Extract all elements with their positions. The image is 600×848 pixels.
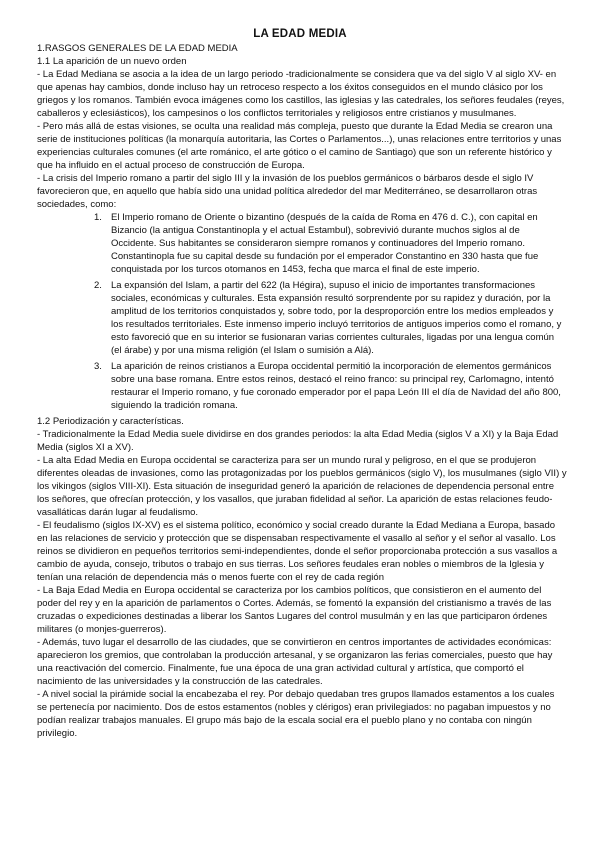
paragraph: - A nivel social la pirámide social la encabezaba el rey. Por debajo quedaban tres grupos llamados estamentos a los cuales se pertenecía por nacimiento. Dos de estos estamentos (nobles y clérigos) eran privilegiados: no pagaban impuestos y no podían realizar trabajos manuales. El grupo más bajo de la escala social era el pueblo plano y no contaba con ningún privilegio.: [37, 689, 555, 739]
document-title: LA EDAD MEDIA: [253, 28, 347, 40]
list-item: [94, 211, 567, 276]
section-1-heading: 1.RASGOS GENERALES DE LA EDAD MEDIA: [37, 43, 238, 54]
paragraph: - Además, tuvo lugar el desarrollo de las ciudades, que se convirtieron en centros importantes de actividades económicas: aparecieron los gremios, que controlaban la producción artesanal, y se organizaron las ferias comerciales, puesto que hay una reactivación del comercio. Finalmente, fue una época de una gran actividad cultural y artística, que comportó el nacimiento de las universidades y la construcción de las catedrales.: [37, 637, 553, 687]
list-item-number: 1.: [94, 212, 102, 223]
paragraph: - La crisis del Imperio romano a partir del siglo III y la invasión de los pueblos germánicos o bárbaros desde el siglo IV favorecieron que, en aquello que había sido una unidad política alrededor del mar Mediterráneo, se desarrollaron otras sociedades, como:: [37, 173, 538, 210]
paragraph: - Tradicionalmente la Edad Media suele dividirse en dos grandes periodos: la alta Edad Media (siglos V a XI) y la Baja Edad Media (siglos XI a XV).: [37, 429, 559, 453]
paragraph: - Pero más allá de estas visiones, se oculta una realidad más compleja, puesto que durante la Edad Media se crearon una serie de instituciones políticas (la monarquía autoritaria, las Cortes o Parlamentos...), unas relaciones entre territorios y unas experiencias culturales comunes (el arte románico, el arte gótico o el camino de Santiago) que son un referente histórico y que ha influido en el actual proceso de construcción de Europa.: [37, 121, 562, 171]
numbered-list: [37, 211, 567, 412]
paragraph: - El feudalismo (siglos IX-XV) es el sistema político, económico y social creado durante la Edad Mediana a Europa, basado en las relaciones de servicio y protección que se dispensaban respectivamente el vasallo al señor y el señor al vasallo. Los reinos se dividieron en pequeños territorios semi-independientes, donde el señor proporcionaba protección a sus vasallos a cambio de ayuda, consejo, tributos o trabajo en sus tierras. Los señores feudales eran nobles o miembros de la Iglesia y tenían una relación de dependencia más o menos fuerte con el rey de cada región: [37, 520, 558, 583]
paragraph: - La Baja Edad Media en Europa occidental se caracteriza por los cambios políticos, que consistieron en el aumento del poder del rey y en la aparición de parlamentos o Cortes. Además, se fomentó la expansión del cristianismo a través de las cruzadas o expediciones destinadas a liberar los Santos Lugares del control musulmán y en las que participaron órdenes militares (o monjes-guerreros).: [37, 585, 552, 635]
document-body: [37, 42, 567, 740]
list-item-number: 2.: [94, 280, 102, 291]
paragraph: - La Edad Mediana se asocia a la idea de un largo periodo -tradicionalmente se considera que va del siglo V al siglo XV- en que apenas hay cambios, donde incluso hay un retroceso respecto a los éxitos conseguidos en el mundo clásico por los griegos y los romanos. También evoca imágenes como los castillos, las iglesias y las catedrales, los señores feudales (reyes, caballeros y eclesiásticos), los campesinos o los conflictos territoriales y religiosos entre cristianos y musulmanes.: [37, 69, 565, 119]
list-item: [94, 279, 567, 357]
paragraph: - La alta Edad Media en Europa occidental se caracteriza para ser un mundo rural y peligroso, en el que se produjeron diferentes oleadas de invasiones, como las protagonizadas por los pueblos germánicos (siglo V), los musulmanes (siglo VII) y los vikingos (siglos VIII-XI). Esta situación de inseguridad generó la aparición de relaciones de dependencia personal entre los señores, que ofrecían protección, y los vasallos, que juraban fidelidad al señor. La aparición de estas relaciones feudo-vasalláticas darán lugar al feudalismo.: [37, 455, 567, 518]
list-item-text: El Imperio romano de Oriente o bizantino (después de la caída de Roma en 476 d. C.), con capital en Bizancio (la antigua Constantinopla y el actual Estambul), sobrevivió durante muchos siglos al de Occidente. Sus habitantes se consideraron siempre romanos y continuadores del Imperio romano. Constantinopla fue su capital desde su fundación por el emperador Constantino en 330 hasta que fue conquistada por los turcos otomanos en 1453, fecha que marca el final de este imperio.: [111, 212, 539, 275]
section-1-1-heading: 1.1 La aparición de un nuevo orden: [37, 56, 187, 67]
section-1-2-heading: 1.2 Periodización y características.: [37, 416, 184, 427]
list-item: [94, 360, 567, 412]
list-item-text: La expansión del Islam, a partir del 622 (la Hégira), supuso el inicio de importantes transformaciones sociales, económicas y culturales. Esta expansión resultó sorprendente por su rapidez y duración, por la amplitud de los territorios conquistados y, sobre todo, por la desproporción entre los medios empleados y los resultados territoriales. Este inmenso imperio incluyó territorios de antiguos imperios como el romano, y esto favoreció que en su interior se fusionaran varias corrientes culturales, ligadas por una lengua común (el árabe) y por una misma religión (el Islam o sumisión a Alá).: [111, 280, 562, 356]
list-item-text: La aparición de reinos cristianos a Europa occidental permitió la incorporación de elementos germánicos sobre una base romana. Entre estos reinos, destacó el reino franco: su principal rey, Carlomagno, intentó restaurar el Imperio romano, y fue coronado emperador por el papa León III el día de Navidad del año 800, siguiendo la tradición romana.: [111, 361, 561, 411]
list-item-number: 3.: [94, 361, 102, 372]
